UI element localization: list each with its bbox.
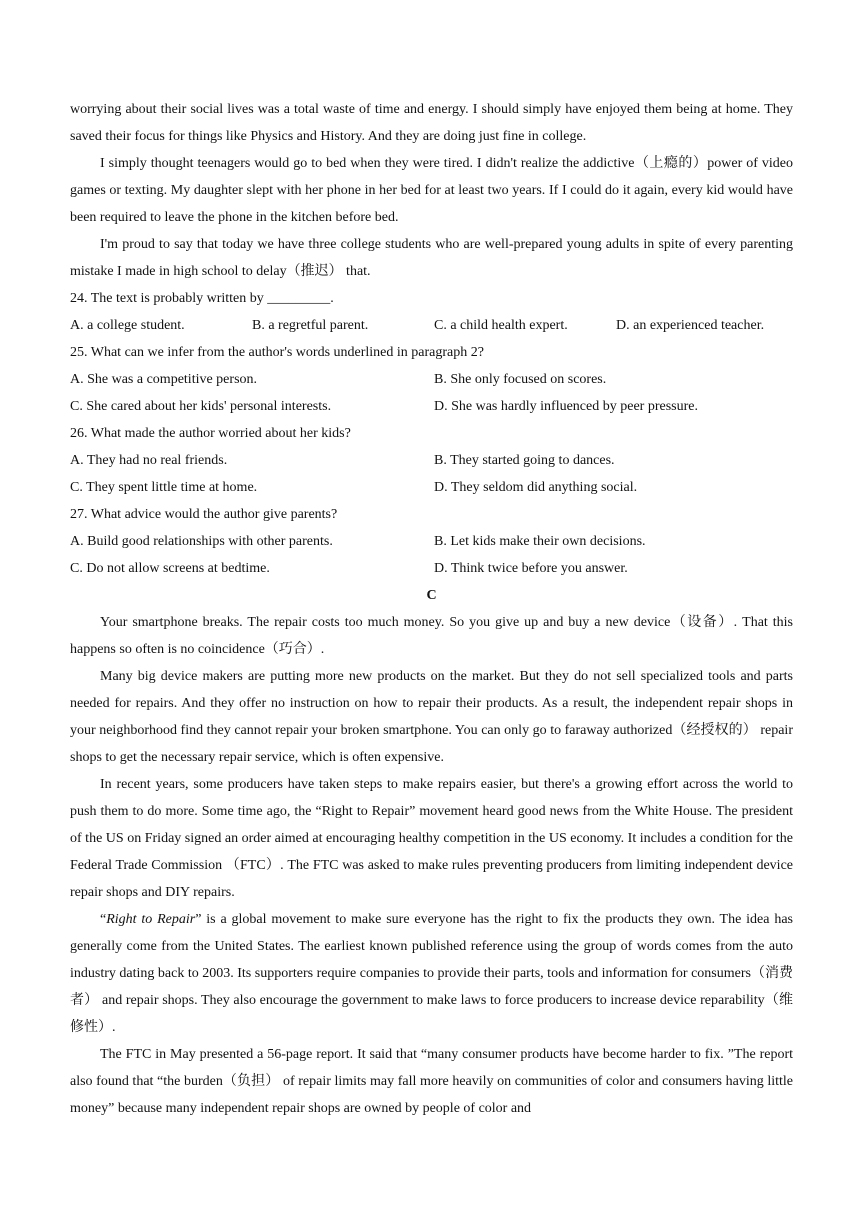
section-heading: C xyxy=(426,588,437,603)
question-options xyxy=(70,366,793,393)
passage-c-paragraph: In recent years, some producers have taken steps to make repairs easier, but there's a growing effort across the world to push them to do more. Some time ago, the “Right to Repair” movement heard good news from the White House. The president of the US on Friday signed an order aimed at encouraging healthy competition in the US economy. It includes a condition for the Federal Trade Commission （FTC）. The FTC was asked to make rules preventing producers from limiting independent device repair shops and DIY repairs. xyxy=(70,777,793,900)
open-quote: “ xyxy=(100,912,107,927)
question-stem: 27. What advice would the author give parents? xyxy=(70,507,338,522)
passage-c-paragraph xyxy=(70,906,793,1041)
option-a: A. They had no real friends. xyxy=(70,453,228,468)
question-stem: 25. What can we infer from the author's words underlined in paragraph 2? xyxy=(70,345,484,360)
option-b: B. a regretful parent. xyxy=(252,318,369,333)
question-options xyxy=(70,312,793,339)
passage-b-paragraph: I'm proud to say that today we have three college students who are well-prepared young adults in spite of every parenting mistake I made in high school to delay（推迟） that. xyxy=(70,237,793,279)
question-options xyxy=(70,474,793,501)
option-c: C. a child health expert. xyxy=(434,318,568,333)
passage-c-paragraph: Many big device makers are putting more new products on the market. But they do not sell specialized tools and parts needed for repairs. And they offer no instruction on how to repair their products. As a result, the independent repair shops in your neighborhood find they cannot repair your broken smartphone. You can only go to faraway authorized（经授权的） repair shops to get the necessary repair service, which is often expensive. xyxy=(70,669,793,765)
question-options xyxy=(70,528,793,555)
question-options xyxy=(70,555,793,582)
option-c: C. She cared about her kids' personal interests. xyxy=(70,399,332,414)
option-d: D. Think twice before you answer. xyxy=(434,561,628,576)
option-a: A. She was a competitive person. xyxy=(70,372,258,387)
option-c: C. Do not allow screens at bedtime. xyxy=(70,561,270,576)
option-b: B. They started going to dances. xyxy=(434,453,615,468)
option-b: B. Let kids make their own decisions. xyxy=(434,534,646,549)
question-stem: 24. The text is probably written by _________. xyxy=(70,291,334,306)
document-page xyxy=(70,96,793,1122)
option-d: D. an experienced teacher. xyxy=(616,318,765,333)
question-stem: 26. What made the author worried about her kids? xyxy=(70,426,351,441)
option-c: C. They spent little time at home. xyxy=(70,480,258,495)
passage-c-paragraph: The FTC in May presented a 56-page report. It said that “many consumer products have become harder to fix. ”The report also found that “the burden（负担） of repair limits may fall more heavily on communities of color and consumers having little money” because many independent repair shops are owned by people of color and xyxy=(70,1047,793,1116)
passage-c-paragraph: Your smartphone breaks. The repair costs too much money. So you give up and buy a new device（设备）. That this happens so often is no coincidence（巧合）. xyxy=(70,615,793,657)
option-d: D. They seldom did anything social. xyxy=(434,480,638,495)
option-a: A. Build good relationships with other parents. xyxy=(70,534,333,549)
paragraph-text: ” is a global movement to make sure everyone has the right to fix the products they own. The idea has generally come from the United States. The earliest known published reference using the group of words comes from the auto industry dating back to 2003. Its supporters require companies to provide their parts, tools and information for consumers（消费者） and repair shops. They also encourage the government to make laws to force producers to increase device reparability（维修性）. xyxy=(70,912,793,1035)
option-d: D. She was hardly influenced by peer pressure. xyxy=(434,399,698,414)
italic-term: Right to Repair xyxy=(106,912,196,927)
question-options xyxy=(70,393,793,420)
passage-b-paragraph: I simply thought teenagers would go to bed when they were tired. I didn't realize the addictive（上瘾的）power of video games or texting. My daughter slept with her phone in her bed for at least two years. If I could do it again, every kid would have been required to leave the phone in the kitchen before bed. xyxy=(70,156,793,225)
passage-b-paragraph: worrying about their social lives was a total waste of time and energy. I should simply have enjoyed them being at home. They saved their focus for things like Physics and History. And they are doing just fine in college. xyxy=(70,102,793,144)
question-options xyxy=(70,447,793,474)
option-b: B. She only focused on scores. xyxy=(434,372,607,387)
option-a: A. a college student. xyxy=(70,318,185,333)
